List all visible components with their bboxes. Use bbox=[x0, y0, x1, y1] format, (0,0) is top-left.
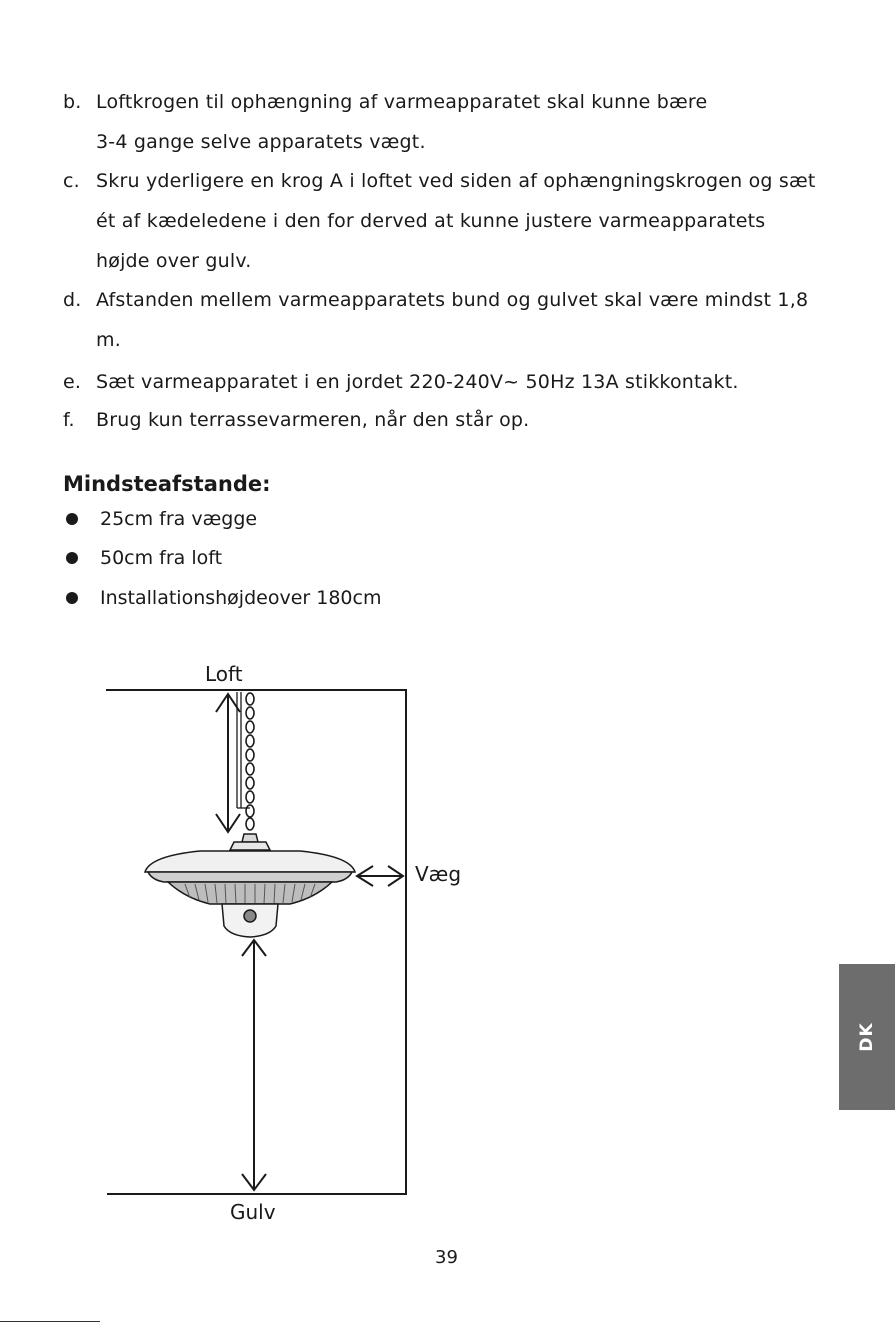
instruction-line: Sæt varmeapparatet i en jordet 220-240V~ 50Hz 13A stikkontakt. bbox=[96, 371, 739, 393]
bottom-rule bbox=[0, 1321, 100, 1322]
instruction-marker: f. bbox=[63, 409, 75, 431]
instruction-line: Afstanden mellem varmeapparatets bund og gulvet skal være mindst 1,8 bbox=[96, 289, 809, 311]
language-tab bbox=[839, 964, 895, 1110]
instruction-marker: e. bbox=[63, 371, 82, 393]
instruction-line: m. bbox=[96, 329, 121, 351]
wall-distance-arrow bbox=[357, 866, 403, 886]
language-tab-label: DK bbox=[857, 1022, 877, 1052]
instruction-line: ét af kædeledene i den for derved at kunne justere varmeapparatets bbox=[96, 210, 766, 232]
heater-icon bbox=[145, 834, 355, 937]
clearance-text: 50cm fra loft bbox=[100, 547, 223, 569]
clearance-heading: Mindsteafstande: bbox=[63, 472, 271, 496]
floor-label: Gulv bbox=[230, 1200, 276, 1224]
instruction-line: Skru yderligere en krog A i loftet ved siden af ophængningskrogen og sæt bbox=[96, 170, 816, 192]
chain-icon bbox=[246, 693, 254, 830]
instruction-line: 3-4 gange selve apparatets vægt. bbox=[96, 131, 426, 153]
clearance-text: 25cm fra vægge bbox=[100, 508, 258, 530]
wall-label: Væg bbox=[415, 862, 462, 886]
instruction-line: Brug kun terrassevarmeren, når den står op. bbox=[96, 409, 530, 431]
instruction-line: højde over gulv. bbox=[96, 250, 252, 272]
instruction-marker: b. bbox=[63, 91, 82, 113]
floor-distance-arrow bbox=[242, 940, 266, 1190]
instruction-marker: d. bbox=[63, 289, 82, 311]
clearance-text: Installationshøjdeover 180cm bbox=[100, 587, 382, 609]
instruction-line: Loftkrogen til ophængning af varmeapparatet skal kunne bære bbox=[96, 91, 708, 113]
instruction-marker: c. bbox=[63, 170, 80, 192]
page-number: 39 bbox=[435, 1247, 458, 1268]
ceiling-label: Loft bbox=[205, 662, 243, 686]
